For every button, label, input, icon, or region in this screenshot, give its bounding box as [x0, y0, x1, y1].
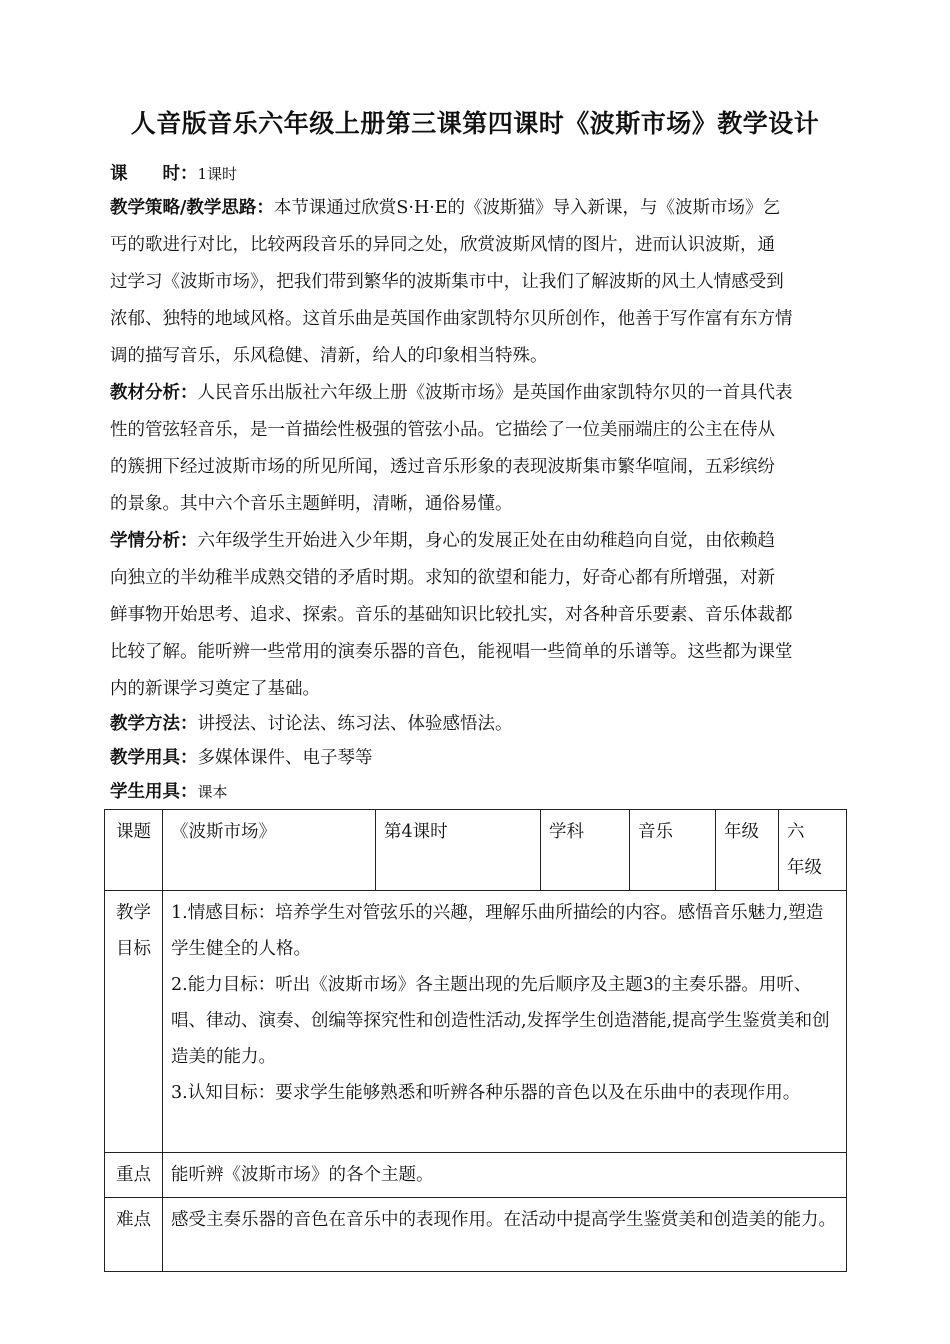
- student-tools-line: [110, 776, 228, 808]
- strategy-text-line: 浓郁、独特的地域风格。这首乐曲是英国作曲家凯特尔贝所创作，他善于写作富有东方情: [110, 309, 793, 329]
- material-label: 教材分析：: [110, 383, 198, 403]
- student-text-line: 鲜事物开始思考、追求、探索。音乐的基础知识比较扎实，对各种音乐要素、音乐体裁都: [110, 605, 793, 625]
- strategy-text-line: 丐的歌进行对比，比较两段音乐的异同之处，欣赏波斯风情的图片，进而认识波斯，通: [110, 235, 775, 255]
- difficulty-label: 难点: [105, 1198, 163, 1272]
- tools-label: 教学用具：: [110, 748, 198, 768]
- method-label: 教学方法：: [110, 714, 198, 734]
- material-text-line: 的簇拥下经过波斯市场的所见所闻，透过音乐形象的表现波斯集市繁华喧闹，五彩缤纷: [110, 457, 775, 477]
- tools-line: [110, 742, 373, 774]
- student-analysis-label: 学情分析：: [110, 531, 198, 551]
- goals-label: 教学目标: [105, 891, 163, 1153]
- tools-text: 多媒体课件、电子琴等: [197, 748, 373, 768]
- student-text-line: 比较了解。能听辨一些常用的演奏乐器的音色，能视唱一些简单的乐谱等。这些都为课堂: [110, 642, 793, 662]
- goal-item: 2.能力目标：听出《波斯市场》各主题出现的先后顺序及主题3的主奏乐器。用听、唱、律动、演奏、创编等探究性和创造性活动,发挥学生创造潜能,提高学生鉴赏美和创造美的能力。: [171, 975, 830, 1067]
- strategy-text-line: 调的描写音乐，乐风稳健、清新，给人的印象相当特殊。: [110, 346, 548, 366]
- table-row: [105, 810, 847, 891]
- topic-value: 《波斯市场》: [163, 810, 376, 891]
- method-line: [110, 708, 513, 740]
- student-analysis-line: [110, 525, 775, 557]
- grade-value: 六 年级: [779, 810, 847, 891]
- material-text-line: 人民音乐出版社六年级上册《波斯市场》是英国作曲家凯特尔贝的一首具代表: [197, 383, 793, 403]
- grade-label: 年级: [716, 810, 779, 891]
- material-line: [110, 377, 793, 409]
- key-label: 重点: [105, 1153, 163, 1198]
- lesson-time-line: [110, 158, 237, 190]
- goals-cell: [163, 891, 847, 1153]
- strategy-text-line: 本节课通过欣赏S·H·E的《波斯猫》导入新课，与《波斯市场》乞: [273, 198, 781, 218]
- lesson-time-label: 课 时：: [110, 164, 198, 184]
- difficulty-text: 感受主奏乐器的音色在音乐中的表现作用。在活动中提高学生鉴赏美和创造美的能力。: [163, 1198, 847, 1272]
- table-row: [105, 891, 847, 1153]
- key-text: 能听辨《波斯市场》的各个主题。: [163, 1153, 847, 1198]
- material-text-line: 的景象。其中六个音乐主题鲜明，清晰，通俗易懂。: [110, 494, 513, 514]
- goal-item: 1.情感目标：培养学生对管弦乐的兴趣，理解乐曲所描绘的内容。感悟音乐魅力,塑造学生健全的人格。: [171, 903, 824, 959]
- goal-item: 3.认知目标：要求学生能够熟悉和听辨各种乐器的音色以及在乐曲中的表现作用。: [171, 1083, 801, 1103]
- student-text-line: 向独立的半幼稚半成熟交错的矛盾时期。求知的欲望和能力，好奇心都有所增强，对新: [110, 568, 775, 588]
- strategy-label: 教学策略/教学思路：: [110, 198, 274, 218]
- subject-label: 学科: [541, 810, 630, 891]
- method-text: 讲授法、讨论法、练习法、体验感悟法。: [197, 714, 513, 734]
- lesson-time-value: 1课时: [197, 165, 238, 183]
- subject-value: 音乐: [630, 810, 716, 891]
- student-text-line: 六年级学生开始进入少年期，身心的发展正处在由幼稚趋向自觉，由依赖趋: [197, 531, 775, 551]
- material-text-line: 性的管弦轻音乐，是一首描绘性极强的管弦小品。它描绘了一位美丽端庄的公主在侍从: [110, 420, 775, 440]
- document-title: 人音版音乐六年级上册第三课第四课时《波斯市场》教学设计: [130, 109, 820, 138]
- student-tools-label: 学生用具：: [110, 782, 198, 802]
- lesson-plan-table: [104, 809, 847, 1272]
- student-tools-text: 课本: [197, 783, 228, 801]
- strategy-text-line: 过学习《波斯市场》，把我们带到繁华的波斯集市中，让我们了解波斯的风土人情感受到: [110, 272, 784, 292]
- table-row: [105, 1198, 847, 1272]
- topic-label: 课题: [105, 810, 163, 891]
- strategy-line: [110, 192, 780, 224]
- period-value: 第4课时: [376, 810, 541, 891]
- table-row: [105, 1153, 847, 1198]
- student-text-line: 内的新课学习奠定了基础。: [110, 679, 320, 699]
